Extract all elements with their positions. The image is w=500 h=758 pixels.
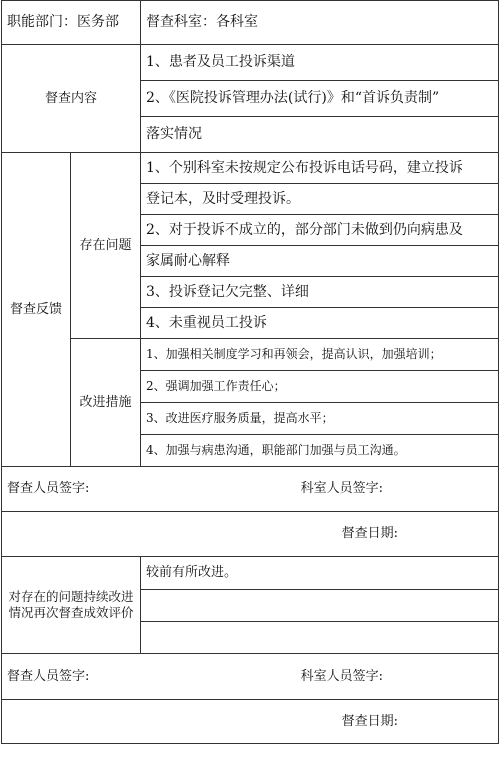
feedback-label: 督查反馈: [2, 153, 71, 467]
measures-row: [2, 339, 499, 371]
header-row: [2, 1, 499, 45]
evaluation-label: 对存在的问题持续改进情况再次督查成效评价: [2, 557, 141, 654]
evaluation-text: 较前有所改进。: [141, 557, 499, 590]
problem-item-4: 4、未重视员工投诉: [141, 308, 499, 339]
content-item-1: 1、患者及员工投诉渠道: [141, 45, 499, 81]
sign1-dept-staff-label: 科室人员签字:: [300, 481, 383, 497]
problem-item-1a: 1、个别科室未按规定公布投诉电话号码，建立投诉: [141, 153, 499, 184]
problems-row: [2, 153, 499, 184]
evaluation-blank-2: [141, 622, 499, 654]
sign2-row: [2, 654, 499, 700]
measure-item-3: 3、改进医疗服务质量，提高水平；: [141, 403, 499, 435]
sign2-dept-staff-label: 科室人员签字:: [300, 668, 383, 684]
sign1-inspector-label: 督查人员签字:: [7, 481, 90, 497]
problem-item-1b: 登记本，及时受理投诉。: [141, 184, 499, 215]
sign1-row: [2, 467, 499, 512]
problem-item-2a: 2、对于投诉不成立的，部分部门未做到仍向病患及: [141, 215, 499, 246]
scope-cell: 督查科室：各科室: [141, 1, 499, 45]
measure-item-2: 2、强调加强工作责任心；: [141, 371, 499, 403]
sign2-cell: [2, 654, 499, 700]
content-item-2: 2、《医院投诉管理办法(试行)》和“首诉负责制”: [141, 81, 499, 117]
sign2-inspector-label: 督查人员签字:: [7, 668, 90, 684]
evaluation-row: [2, 557, 499, 590]
measures-label: 改进措施: [71, 339, 141, 467]
measure-item-1: 1、加强相关制度学习和再领会，提高认识，加强培训；: [141, 339, 499, 371]
sign2-date-cell: [2, 700, 499, 744]
content-item-3: 落实情况: [141, 117, 499, 153]
sign2-date-row: [2, 700, 499, 744]
dept-cell: 职能部门：医务部: [2, 1, 141, 45]
content-label: 督查内容: [2, 45, 141, 153]
inspection-table: [1, 0, 499, 744]
measure-item-4: 4、加强与病患沟通，职能部门加强与员工沟通。: [141, 435, 499, 467]
content-row: [2, 45, 499, 81]
sign1-date-row: [2, 512, 499, 557]
sign1-cell: [2, 467, 499, 512]
problem-item-2b: 家属耐心解释: [141, 246, 499, 277]
evaluation-blank-1: [141, 590, 499, 622]
sign1-date-label: 督查日期:: [341, 526, 398, 542]
problems-label: 存在问题: [71, 153, 141, 339]
problem-item-3: 3、投诉登记欠完整、详细: [141, 277, 499, 308]
sign2-date-label: 督查日期:: [341, 713, 398, 729]
sign1-date-cell: [2, 512, 499, 557]
